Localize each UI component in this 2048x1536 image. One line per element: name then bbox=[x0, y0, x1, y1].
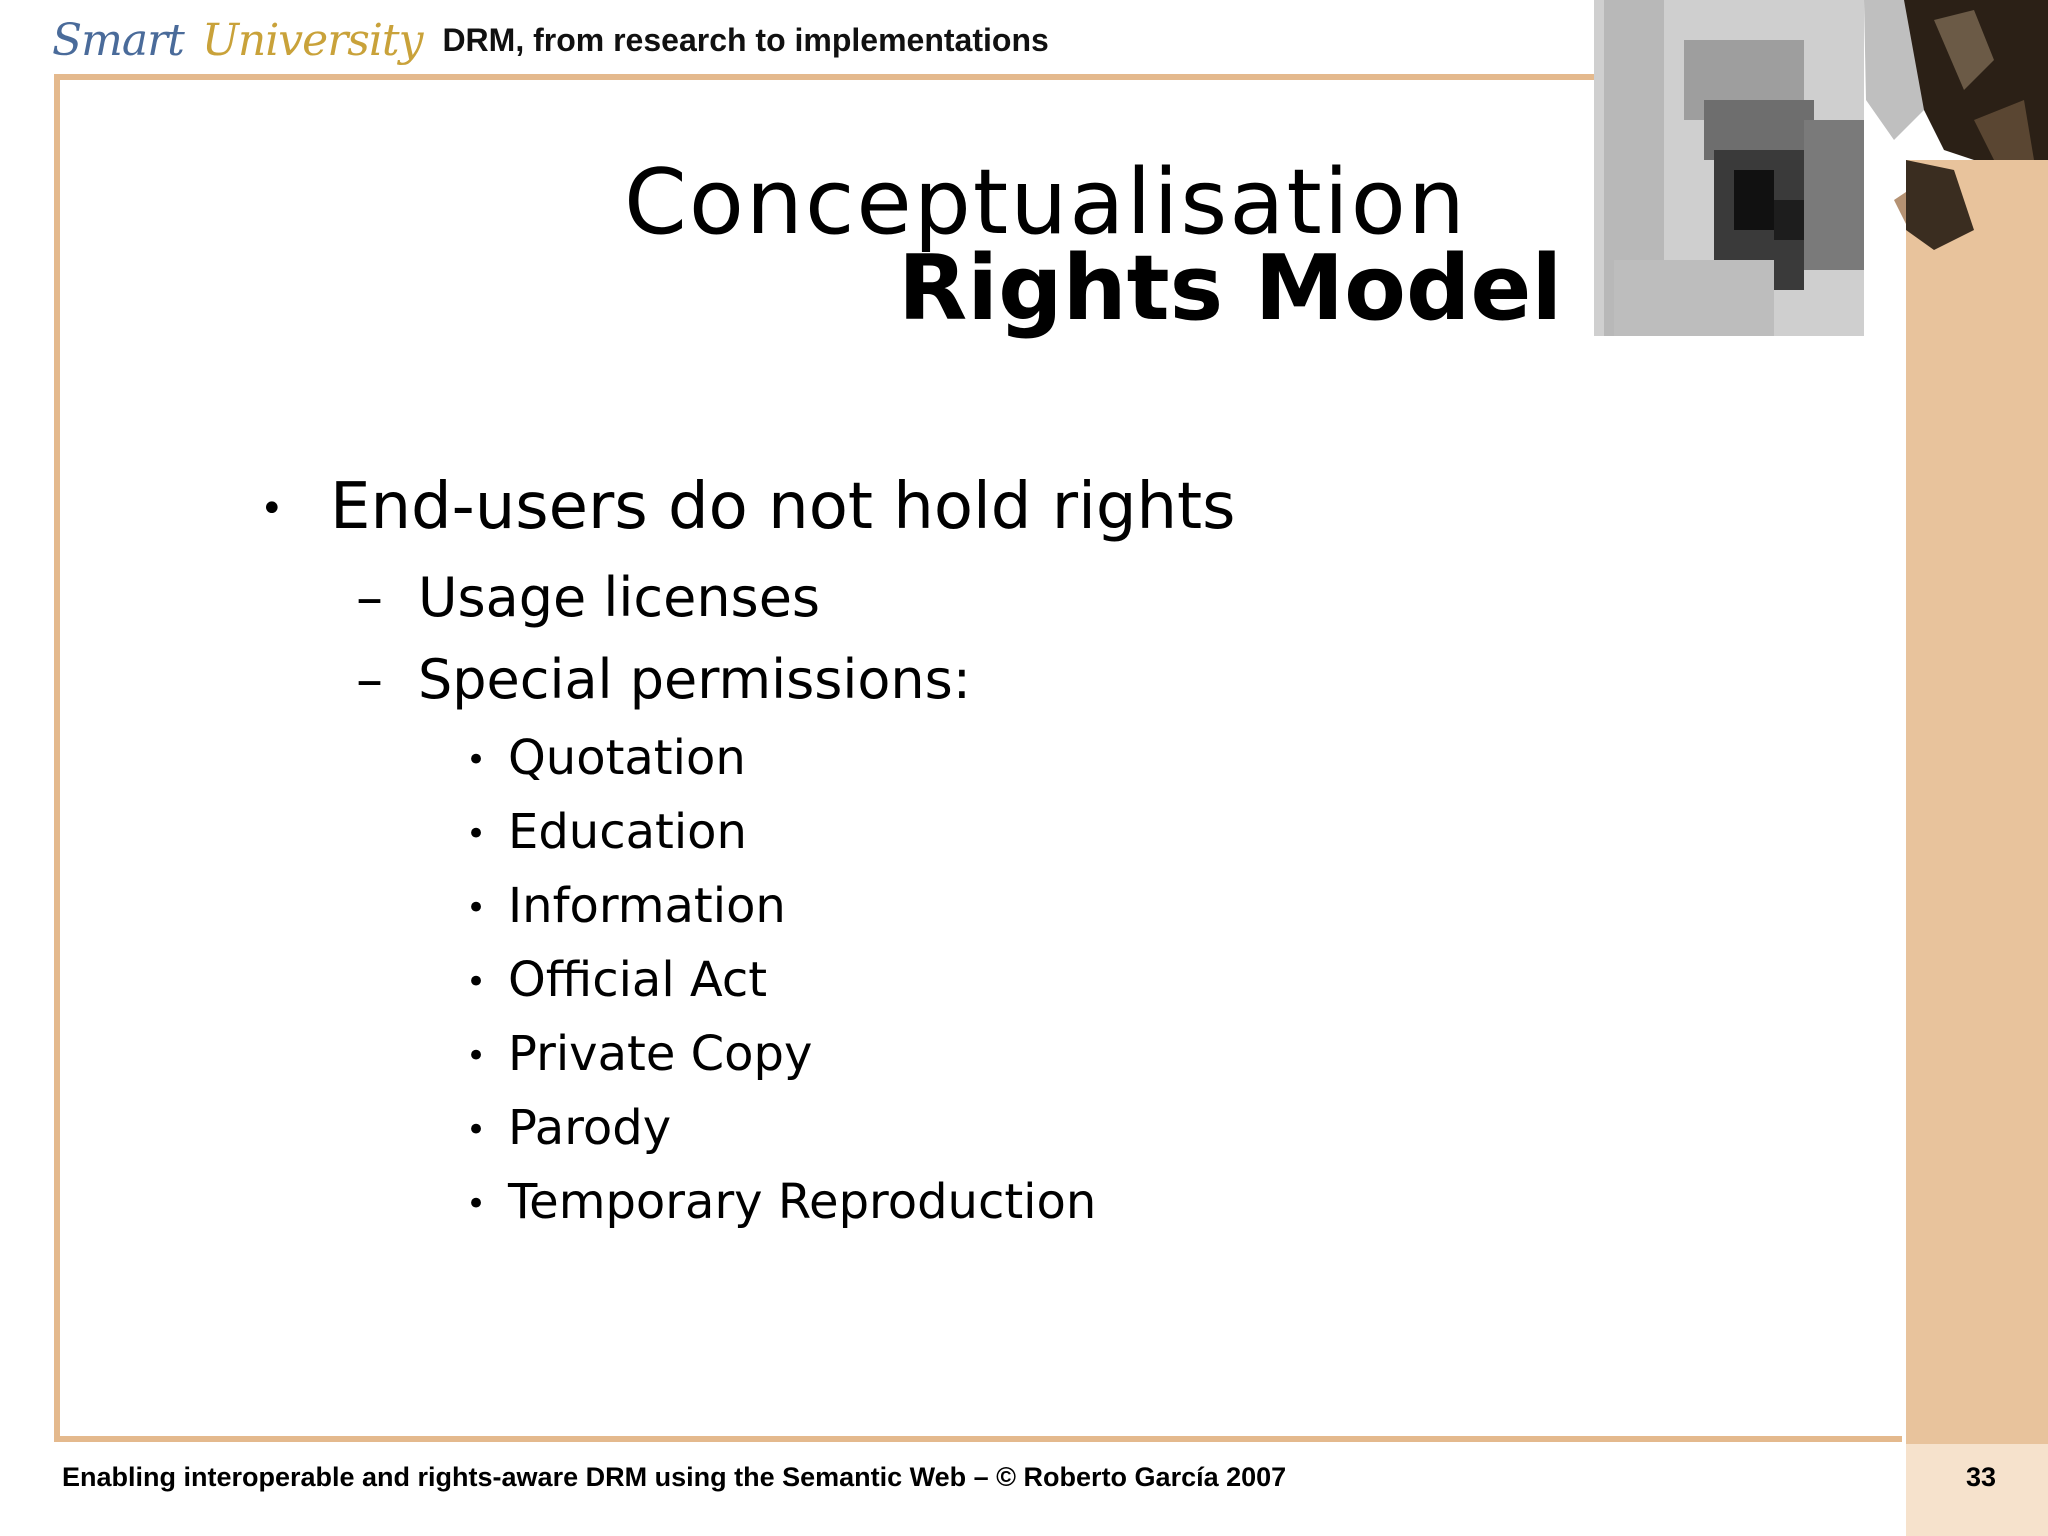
list-item-text: Parody bbox=[508, 1100, 672, 1156]
header-photo bbox=[1594, 0, 2048, 336]
slide-header bbox=[52, 8, 1049, 72]
smart-university-logo bbox=[52, 15, 422, 66]
bullet-marker: • bbox=[466, 962, 487, 1002]
list-item-text: Temporary Reproduction bbox=[508, 1174, 1097, 1230]
list-item-text: Usage licenses bbox=[418, 566, 821, 629]
list-item-text: Official Act bbox=[508, 952, 768, 1008]
page-number: 33 bbox=[1965, 1462, 1996, 1492]
logo-word-university: University bbox=[201, 14, 423, 66]
logo-word-smart: Smart bbox=[52, 14, 184, 66]
header-tagline: DRM, from research to implementations bbox=[442, 21, 1049, 58]
list-item-text: Quotation bbox=[508, 730, 746, 786]
bullet-marker: • bbox=[466, 1110, 487, 1150]
list-item-text: Education bbox=[508, 804, 747, 860]
bullet-marker: • bbox=[466, 1184, 487, 1224]
bullet-marker: • bbox=[466, 1036, 487, 1076]
bullet-marker: • bbox=[466, 740, 487, 780]
list-item-text: End-users do not hold rights bbox=[330, 470, 1236, 544]
bullet-marker: • bbox=[466, 814, 487, 854]
list-item-text: Special permissions: bbox=[418, 648, 971, 711]
dash-marker: – bbox=[356, 648, 383, 711]
bullet-marker: • bbox=[466, 888, 487, 928]
list-item-text: Private Copy bbox=[508, 1026, 813, 1082]
list-item-text: Information bbox=[508, 878, 786, 934]
title-main: Conceptualisation bbox=[624, 150, 1467, 255]
footer-caption: Enabling interoperable and rights-aware DRM using the Semantic Web – © Roberto García 2007 bbox=[62, 1462, 1287, 1492]
title-sub: Rights Model bbox=[898, 236, 1563, 341]
dash-marker: – bbox=[356, 566, 383, 629]
bullet-marker: • bbox=[260, 486, 284, 532]
